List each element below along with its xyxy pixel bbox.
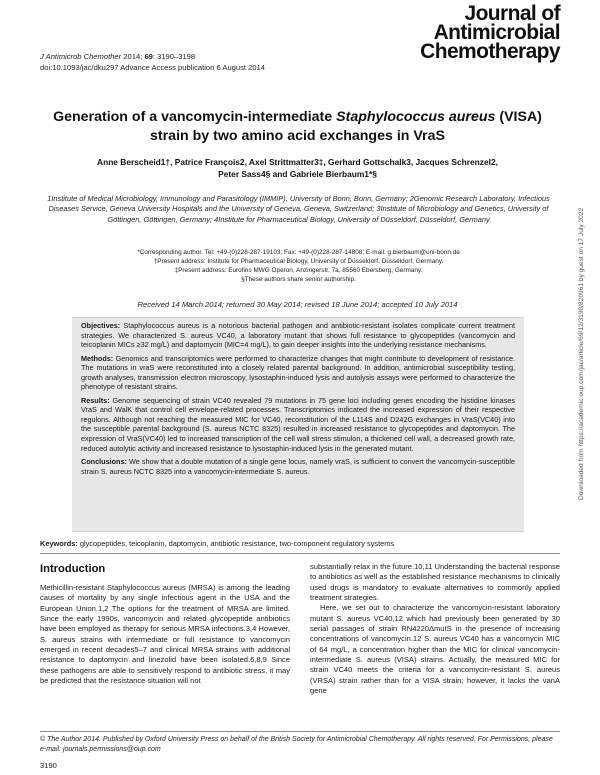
title-part-1: Generation of a vancomycin-intermediate [53,109,337,125]
logo-line-3: Chemotherapy [420,40,560,63]
page-number: 3190 [40,761,57,770]
section-divider [40,553,560,554]
authors-line-2: Peter Sass4§ and Gabriele Bierbaum1*§ [218,168,377,179]
logo-line-2: Antimicrobial [433,21,560,44]
article-title [40,108,555,146]
title-italic: Staphylococcus aureus [336,109,496,125]
right-column [310,562,560,696]
keywords-label: Keywords: [40,539,78,548]
intro-paragraph-1: Methicillin-resistant Staphylococcus aureus (MRSA) is among the leading causes of mortality by any single infectious agent in the USA and the European Union.1,2 The options for the treatment of MRSA are limited. Since the early 1990s, vancomycin and related glycopeptide antibiotics have been employed as therapy for serious MRSA infections.3,4 However, S. aureus strains with intermediate or full resistance to vancomycin emerged in recent decades5–7 and clinical MRSA strains with additional resistance to daptomycin and linezolid have been isolated.6,8,9 Since these pathogens are able to sensitively respond to antibiotic stress, it may be predicted that the resistance situation will not [40,583,290,686]
copyright-notice: © The Author 2014. Published by Oxford University Press on behalf of the British Society for Antimicrobial Chemotherapy. All rights reserved. For Permissions, please e-mail: journals.permissions@oup.com [40,736,553,753]
keywords-text: glycopeptides, teicoplanin, daptomycin, antibiotic resistance, two-component regulatory systems [79,539,395,548]
abstract-methods [81,354,515,392]
results-text: Genome sequencing of strain VC40 revealed 79 mutations in 75 gene loci including genes encoding the histidine kinases VraS and WalK that control cell envelope-related processes. Transcriptomics indicated the increased expression of their respective regulons. Although not reaching the measured MIC for VC40, reconstitution of the L114S and D242G exchanges in VraS(VC40) into the susceptible parental background (S. aureus NCTC 8325) resulted in increased resistance to glycopeptides and daptomycin. The expression of VraS(VC40) led to increased transcription of the cell wall stress stimulon, a thickened cell wall, a decreased growth rate, reduced autolytic activity and increased resistance to lysostaphin-induced lysis in the generated mutant. [81,395,515,453]
intro-paragraph-continued: substantially relax in the future.10,11 Understanding the bacterial response to antibiotics as well as the established resistance mechanisms to clinically used drugs is mandatory to evaluate alternatives to commonly applied treatment strategies. [310,562,560,603]
author-list [40,157,555,180]
keywords [40,539,394,549]
abstract-conclusions [81,457,515,476]
introduction-heading: Introduction [40,563,106,575]
journal-name: J Antimicrob Chemother [40,52,122,61]
title-part-2: (VISA) strain by two amino acid exchanges in VraS [150,109,542,144]
citation-line [40,52,265,63]
objectives-text: Staphylococcus aureus is a notorious bacterial pathogen and antibiotic-resistant isolates complicate current treatment strategies. We characterized S. aureus VC40, a laboratory mutant that shows full resistance to glycopeptides (vancomycin and teicoplanin MICs ≥32 mg/L) and daptomycin (MIC=4 mg/L), to gain deeper insights into the underlying resistance mechanisms. [81,321,516,350]
conclusions-text: We show that a double mutation of a single gene locus, namely vraS, is sufficient to convert the vancomycin-susceptible strain S. aureus NCTC 8325 into a vancomycin-intermediate S. aureus. [81,457,515,476]
affiliations: 1Institute of Medical Microbiology, Immunology and Parasitology (IMMIP), University of Bonn, Bonn, Germany; 2Genomic Research Laboratory, Infectious Diseases Service, Geneva University Hospitals and the University of Geneva, Geneva, Switzerland; 3Institute of Microbiology and Genetics, University of Göttingen, Göttingen, Germany; 4Institute for Pharmaceutical Biology, University of Düsseldorf, Düsseldorf, Germany [47,194,550,224]
citation-pages: : 3190–3198 [152,52,196,61]
abstract-box [72,317,524,532]
footer-divider [40,731,560,732]
citation-year: 2014; [123,52,143,61]
present-address-2: ‡Present address: Eurofins MWG Operon, Anzingerstr. 7a, 85560 Ebersberg, Germany. [174,266,423,274]
left-column [40,583,290,686]
doi-line: doi:10.1093/jac/dku297 Advance Access publication 6 August 2014 [40,62,266,72]
correspondence [46,249,551,285]
citation-volume: 69 [144,52,153,61]
intro-paragraph-2: Here, we set out to characterize the vancomycin-resistant laboratory mutant S. aureus VC40,12 which had previously been generated by 30 serial passages of strain RN4220ΔmutS in the presence of increasing concentrations of vancomycin.12 S. aureus VC40 has a vancomycin MIC of 64 mg/L, a concentration higher than the MIC for clinical vancomycin-intermediate S. aureus (VISA) strains. Actually, the measured MIC for strain VC40 meets the criteria for a vancomycin-resistant S. aureus (VRSA) strain rather than for a VISA strain; however, it lacks the vanA gene [310,603,560,696]
conclusions-label: Conclusions: [81,457,127,467]
objectives-label: Objectives: [81,321,121,330]
received-dates: Received 14 March 2014; returned 30 May 2014; revised 18 June 2014; accepted 10 July 2014 [137,300,458,309]
methods-text: Genomics and transcriptomics were performed to characterize changes that might contribute to development of resistance. The mutations in vraS were reconstituted into a closely related parental background. In addition, antimicrobial susceptibility testing, growth analyses, transmission electron microscopy, lysostaphin-induced lysis and autolysis assays were performed to characterize the phenotype of resistant strains. [81,353,515,392]
methods-label: Methods: [81,353,114,363]
journal-logo [420,4,560,61]
logo-line-1: Journal of [464,2,560,25]
download-watermark: Downloaded from https://academic.oup.com/jac/article/69/12/3190/820961 by guest on 17 July 2022 [578,207,585,500]
abstract-objectives [81,321,515,350]
authors-line-1: Anne Berscheid1†, Patrice François2, Axel Strittmatter3‡, Gerhard Gottschalk3, Jacques Schrenzel2, [97,157,498,167]
abstract-results [81,396,515,453]
senior-authorship-note: §These authors share senior authorship. [241,275,356,283]
present-address-1: †Present address: Institute for Pharmaceutical Biology, University of Düsseldorf, Düsseldorf, Germany. [153,257,444,265]
results-label: Results: [81,395,110,405]
corresponding-author: *Corresponding author. Tel: +49-(0)228-287-19103; Fax: +49-(0)228-287-14808; E-mail: g.bierbaum@uni-bonn.de [137,249,460,256]
citation-block [40,52,265,73]
